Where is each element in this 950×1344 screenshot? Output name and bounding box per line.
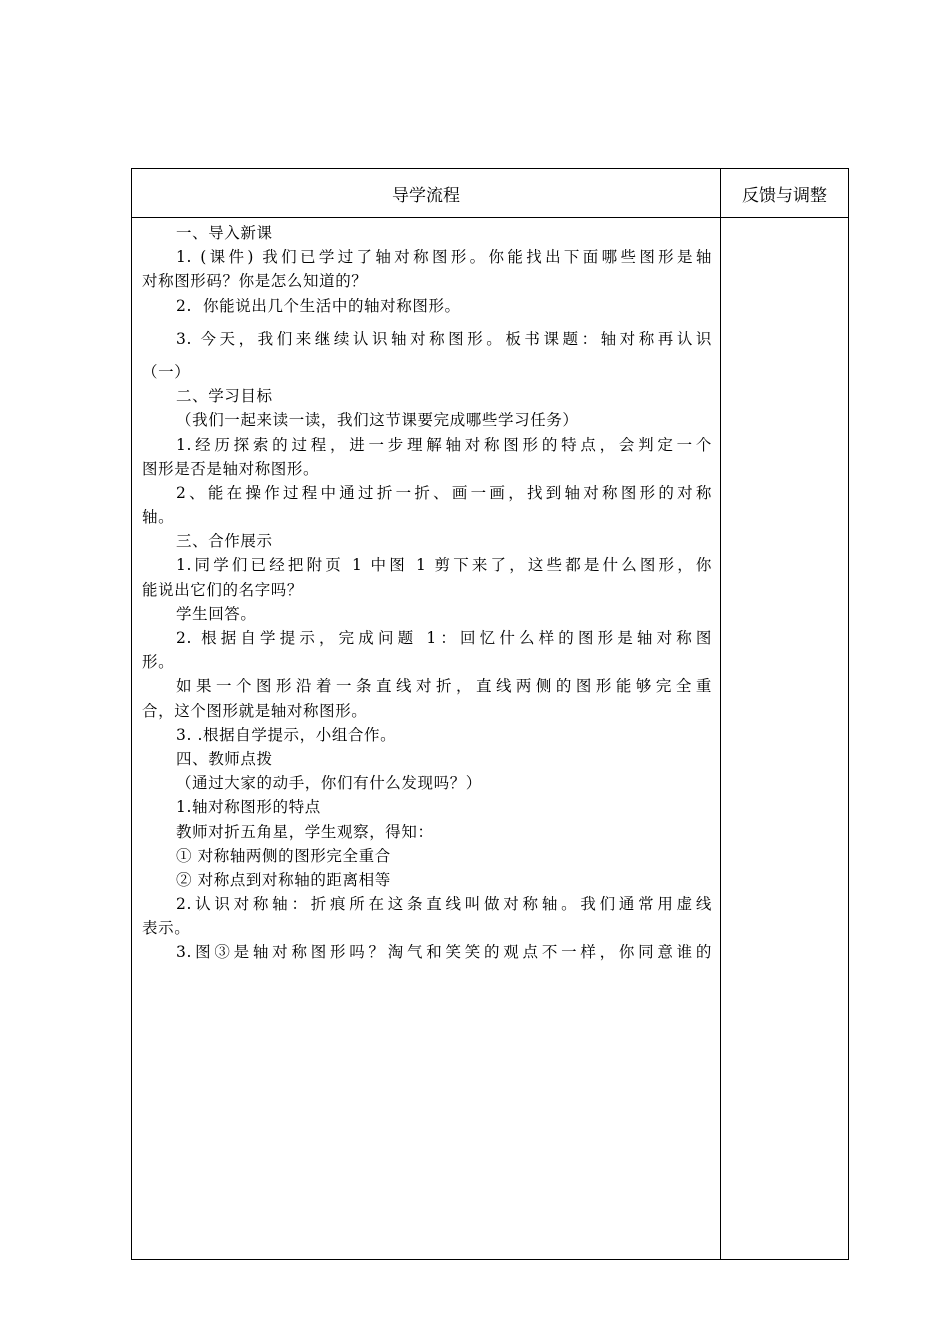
list-item: ① 对称轴两侧的图形完全重合: [176, 846, 391, 865]
list-item: ② 对称点到对称轴的距离相等: [176, 870, 391, 889]
paragraph-line: 形。: [142, 653, 175, 672]
paragraph-line: 2.认识对称轴：折痕所在这条直线叫做对称轴。我们通常用虚线: [176, 895, 712, 914]
column-divider: [720, 169, 721, 1259]
section-heading-goals: 二、学习目标: [176, 387, 273, 406]
paragraph-line: 1.经历探索的过程，进一步理解轴对称图形的特点，会判定一个: [176, 435, 712, 454]
section-heading-cooperation: 三、合作展示: [176, 532, 273, 551]
paragraph-line: 对称图形码？你是怎么知道的？: [142, 272, 368, 291]
paragraph-line: 1. (课件) 我们已学过了轴对称图形。你能找出下面哪些图形是轴: [176, 248, 712, 267]
paragraph-line: 3. .根据自学提示，小组合作。: [176, 725, 397, 744]
paragraph-line: 1.轴对称图形的特点: [176, 798, 321, 817]
paragraph-line: 轴。: [142, 508, 175, 527]
section-heading-intro: 一、导入新课: [176, 224, 273, 242]
paragraph-line: 2、能在操作过程中通过折一折、画一画，找到轴对称图形的对称: [176, 483, 712, 502]
paragraph-line: 1.同学们已经把附页 1 中图 1 剪下来了，这些都是什么图形，你: [176, 556, 712, 575]
paragraph-line: 教师对折五角星，学生观察，得知：: [176, 822, 434, 841]
paragraph-line: 表示。: [142, 919, 191, 938]
paragraph-line: （通过大家的动手，你们有什么发现吗？）: [176, 774, 482, 793]
paragraph-line: 3. 今天，我们来继续认识轴对称图形。板书课题：轴对称再认识: [176, 329, 712, 348]
paragraph-line: 如果一个图形沿着一条直线对折，直线两侧的图形能够完全重: [176, 677, 712, 696]
paragraph-line: 学生回答。: [176, 604, 257, 623]
paragraph-line: 3.图③是轴对称图形吗？淘气和笑笑的观点不一样，你同意谁的: [176, 943, 712, 962]
paragraph-line: （一）: [142, 362, 191, 381]
header-guided-learning-process: 导学流程: [392, 185, 460, 206]
paragraph-line: （我们一起来读一读，我们这节课要完成哪些学习任务）: [176, 411, 579, 430]
paragraph-line: 能说出它们的名字吗？: [142, 580, 304, 599]
lesson-table: [131, 168, 849, 1260]
paragraph-line: 2. 你能说出几个生活中的轴对称图形。: [176, 296, 461, 315]
header-row-divider: [132, 217, 848, 218]
lesson-content: [142, 221, 712, 965]
section-heading-teacher: 四、教师点拨: [176, 749, 273, 768]
header-feedback-adjustment: 反馈与调整: [742, 185, 827, 206]
paragraph-line: 2. 根据自学提示，完成问题 1：回忆什么样的图形是轴对称图: [176, 629, 712, 647]
paragraph-line: 图形是否是轴对称图形。: [142, 459, 320, 478]
paragraph-line: 合，这个图形就是轴对称图形。: [142, 701, 368, 720]
